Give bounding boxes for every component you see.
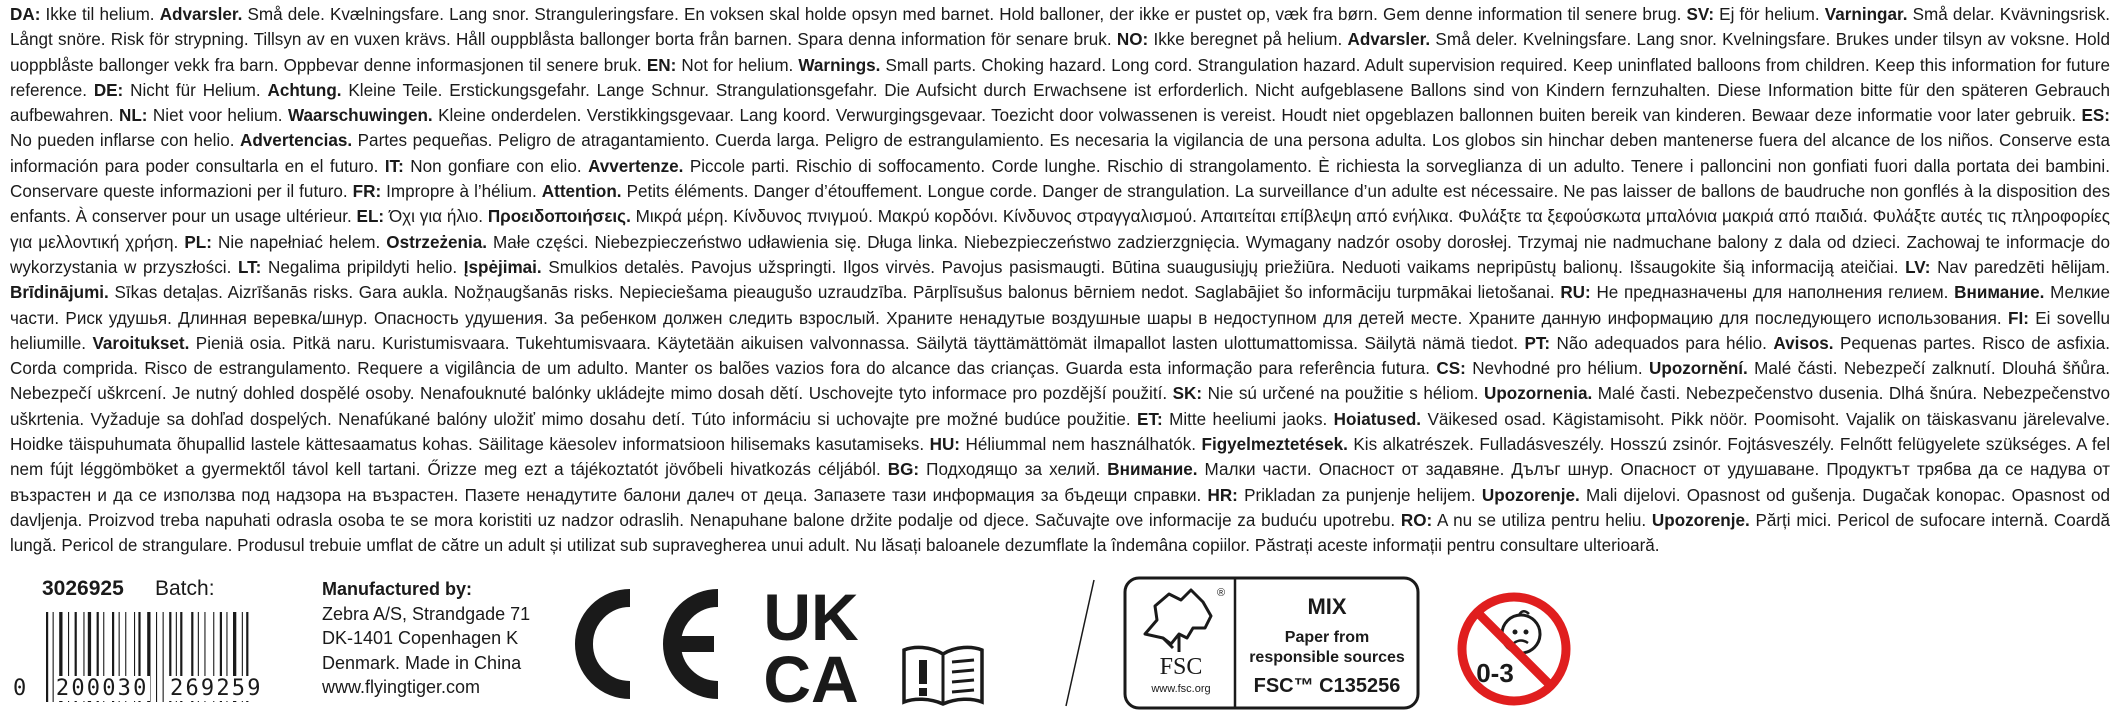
- manufacturer-block: [322, 577, 530, 700]
- warning-heading: Ostrzeżenia.: [386, 232, 487, 252]
- warning-text: Kis alkatrészek. Fulladásveszély. Hosszú zsinór. Fojtásveszély. Felnőtt felügyelete szükséges. A fel nem fújt léggömböket a gyermektől távol kell tartani. Őrizze meg ezt a tájékoztatót jövőbeli hivatkozás céljából.: [10, 435, 2110, 480]
- warning-heading: Avisos.: [1773, 333, 1834, 353]
- warning-text: Подходящо за хелий.: [919, 460, 1108, 480]
- warning-text: Ej för helium.: [1714, 5, 1825, 24]
- warning-heading: Varoitukset.: [92, 333, 190, 353]
- manufacturer-title: Manufactured by:: [322, 579, 473, 599]
- warning-heading: EL:: [356, 207, 385, 227]
- warning-text: Héliummal nem használhatók.: [960, 435, 1202, 455]
- svg-text:MIX: MIX: [1307, 594, 1347, 619]
- warning-text: Pequenas partes. Risco de asfixia. Corda comprida. Risco de estrangulamento. Requere a vigilância de um adulto. Manter os balões vazios fora do alcance das crianças. Guarda esta informação para referência futura.: [10, 333, 2110, 379]
- ean-right-group: 269259: [170, 676, 263, 701]
- warning-text: Sīkas detaļas. Aizrīšanās risks. Gara aukla. Nožņaugšanās risks. Nepieciešama pieaugušo uzraudzība. Pārplīsušus balonus bērniem nedot. Saglabājiet šo informāciju turpmākai lietošanai.: [108, 283, 1561, 303]
- svg-text:www.fsc.org: www.fsc.org: [1151, 683, 1211, 695]
- warning-heading: Brīdinājumi.: [10, 283, 109, 303]
- warning-heading: HU:: [929, 435, 960, 455]
- warning-heading: Varningar.: [1824, 5, 1908, 24]
- warning-text: Małe części. Niebezpieczeństwo udławienia się. Długa linka. Niebezpieczeństwo zadzierzgnięcia. Wymagany nadzór osoby dorosłej. Trzymaj nie nadmuchane balony z dala od dzieci. Zachowaj te informacje do wykorzystania w przyszłości.: [10, 232, 2110, 277]
- warning-heading: PL:: [184, 232, 212, 252]
- svg-text:FSC™ C135256: FSC™ C135256: [1253, 675, 1401, 697]
- warning-text: Ikke beregnet på helium.: [1148, 30, 1348, 50]
- fsc-label: [1123, 576, 1420, 710]
- warning-text: Malé časti. Nebezpečenstvo dusenia. Dlhá šnúra. Nebezpečenstvo uškrtenia. Vyžaduje sa dohľad dospelých. Nenafúkané balóny uložiť mimo dosahu detí. Túto informáciu si uchovajte pre možné budúce použitie.: [10, 384, 2110, 429]
- warning-heading: Advarsler.: [1347, 30, 1431, 50]
- warning-heading: Внимание.: [1107, 460, 1198, 480]
- warning-heading: ES:: [2081, 106, 2110, 126]
- warning-text: Мелкие части. Риск удушья. Длинная веревка/шнур. Опасность удушения. За ребенком должен следить взрослый. Храните ненадутые воздушные шары в недоступном для детей месте. Храните данную информацию для последующего использования.: [10, 283, 2110, 328]
- warning-heading: RO:: [1400, 510, 1433, 530]
- warning-text: Nav paredzēti hēlijam.: [1930, 257, 2110, 277]
- warning-heading: LT:: [237, 257, 262, 277]
- warning-text: Kleine Teile. Erstickungsgefahr. Lange Schnur. Strangulationsgefahr. Die Aufsicht durch Erwachsene ist erforderlich. Nicht aufgeblasene Ballons sind von Kindern fernzuhalten. Diese Information bitte für den späteren Gebrauch aufbewahren.: [10, 80, 2110, 126]
- manufacturer-line: Zebra A/S, Strandgade 71: [322, 603, 531, 624]
- warning-text: Small parts. Choking hazard. Long cord. Strangulation hazard. Adult supervision required. Keep uninflated balloons from children. Keep this information for future reference.: [10, 55, 2111, 100]
- svg-text:UK: UK: [763, 584, 859, 654]
- warning-heading: SK:: [1172, 384, 1203, 404]
- warning-heading: ET:: [1137, 409, 1163, 429]
- svg-text:CA: CA: [763, 642, 859, 706]
- warning-text: Prikladan za punjenje helijem.: [1237, 485, 1482, 505]
- warning-heading: EN:: [646, 55, 677, 75]
- article-number: 3026925: [42, 577, 124, 600]
- warning-text: Smulkios detalės. Pavojus užspringti. Ilgos virvės. Pavojus pasismaugti. Būtina suaugusiųjų priežiūra. Neduoti vaikams nepripūstų balionų. Išsaugokite šią informaciją ateičiai.: [541, 257, 1906, 277]
- not-for-under-3-icon: [1455, 590, 1573, 708]
- warning-text: Părți mici. Pericol de sufocare internă. Coardă lungă. Pericol de strangulare. Produsul trebuie umflat de către un adult și utilizat sub supravegherea unui adult. Nu lăsați baloanele dezumflate la îndemâna copiilor. Păstrați aceste informații pentru consultare ulterioară.: [10, 510, 2110, 556]
- warning-text: Ei sovellu heliumille.: [10, 308, 2110, 353]
- manufacturer-line: Denmark. Made in China: [322, 652, 522, 673]
- warning-heading: FI:: [2008, 308, 2029, 328]
- warning-text: Kleine onderdelen. Verstikkingsgevaar. Lang koord. Verwurgingsgevaar. Toezicht door volwassenen is vereist. Houdt niet opgeblazen ballonnen buiten bereik van kinderen. Bewaar deze informatie voor later gebruik.: [432, 106, 2082, 126]
- warning-text: Nevhodné pro hélium.: [1465, 359, 1650, 379]
- warning-heading: Warnings.: [798, 55, 881, 75]
- warning-heading: Advertencias.: [240, 131, 353, 151]
- manufacturer-website: www.flyingtiger.com: [322, 677, 481, 697]
- warning-heading: Προειδοποιήσεις.: [487, 207, 631, 227]
- warning-heading: Attention.: [541, 182, 622, 202]
- read-manual-icon: [900, 644, 986, 706]
- warning-heading: DA:: [10, 5, 41, 24]
- warning-text: Not for helium.: [676, 55, 799, 75]
- warning-text: Nie sú určené na použitie s héliom.: [1202, 384, 1484, 404]
- warning-text: Väikesed osad. Kägistamisoht. Pikk nöör. Poomisoht. Vajalik on täiskasvanu järelevalve. Hoidke täispuhumata õhupallid lastele kättesaamatus kohas. Säilitage käesolev informatsioon hilisemaks kasutamiseks.: [10, 409, 2111, 455]
- warning-heading: SV:: [1686, 5, 1715, 24]
- warning-text: Mitte heeliumi jaoks.: [1162, 409, 1334, 429]
- warning-text: Малки части. Опасност от задавяне. Дълъг шнур. Опасност от удушаване. Продуктът трябва да се надува от възрастен и да се използва под надзора на възрастен. Пазете ненадутите балони далеч от деца. Запазете тази информация за бъдещи справки.: [10, 460, 2110, 505]
- warning-heading: Upozorenje.: [1651, 510, 1750, 530]
- ean-left-group: 200030: [55, 676, 149, 701]
- warning-text: No pueden inflarse con helio.: [10, 131, 241, 151]
- warning-heading: RU:: [1560, 283, 1591, 303]
- warning-text: Não adequados para hélio.: [1550, 333, 1774, 353]
- warning-heading: Achtung.: [267, 80, 342, 100]
- ukca-mark-icon: [750, 584, 872, 706]
- warning-heading: NO:: [1116, 30, 1149, 50]
- warning-text: Niet voor helium.: [147, 106, 288, 126]
- warning-heading: CS:: [1436, 359, 1466, 379]
- warning-text: Mali dijelovi. Opasnost od gušenja. Dugačak konopac. Opasnost od davljenja. Proizvod treba napuhati odrasla osoba te se mora koristiti uz nadzor odraslih. Nenapuhane balone držite podalje od djece. Sačuvajte ove informacije za buduću upotrebu.: [10, 485, 2111, 530]
- svg-text:0-3: 0-3: [1476, 658, 1514, 688]
- warning-heading: IT:: [384, 156, 404, 176]
- warning-heading: Avvertenze.: [588, 156, 684, 176]
- warning-heading: Įspėjimai.: [463, 257, 542, 277]
- ean-number: [12, 676, 312, 701]
- warning-heading: Advarsler.: [159, 5, 243, 24]
- manufacturer-line: DK-1401 Copenhagen K: [322, 628, 519, 648]
- warning-heading: Внимание.: [1954, 283, 2045, 303]
- warning-text: Не предназначены для наполнения гелием.: [1590, 283, 1955, 303]
- warning-text: Små dele. Kvælningsfare. Lang snor. Stranguleringsfare. En voksen skal holde opsyn med barnet. Hold balloner, der ikke er pustet op, væk fra børn. Gem denne information til senere brug.: [242, 5, 1687, 24]
- svg-text:responsible sources: responsible sources: [1249, 649, 1405, 666]
- warning-heading: HR:: [1207, 485, 1238, 505]
- warning-text: Όχι για ήλιο.: [384, 207, 488, 227]
- warning-text: Piccole parti. Rischio di soffocamento. Corde lunghe. Rischio di strangolamento. È richiesta la sorveglianza di un adulto. Tenere i palloncini non gonfiati fuori dalla portata dei bambini. Conservare queste informazioni per il futuro.: [10, 156, 2110, 202]
- warning-heading: Upozornění.: [1649, 359, 1748, 379]
- warning-text: A nu se utiliza pentru heliu.: [1432, 510, 1652, 530]
- warning-text: Impropre à l’hélium.: [381, 182, 542, 202]
- warning-heading: Upozornenia.: [1484, 384, 1593, 404]
- warning-text: Ikke til helium.: [40, 5, 160, 24]
- warning-heading: LV:: [1905, 257, 1931, 277]
- warning-text: Små delar. Kvävningsrisk. Långt snöre. Risk för strypning. Tillsyn av en vuxen krävs. Håll ouppblåsta ballonger borta från barnen. Spara denna information för senare bruk.: [10, 5, 2110, 50]
- warning-heading: Waarschuwingen.: [287, 106, 433, 126]
- warning-text: Non gonfiare con elio.: [403, 156, 589, 176]
- svg-text:FSC: FSC: [1159, 654, 1203, 680]
- warning-heading: FR:: [352, 182, 382, 202]
- warning-heading: PT:: [1524, 333, 1551, 353]
- warning-text: Nicht für Helium.: [123, 80, 268, 100]
- warning-text: Partes pequeñas. Peligro de atragantamiento. Cuerda larga. Peligro de estrangulamiento. Es necesaria la vigilancia de una persona adulta. Los globos sin hinchar deben mantenerse fuera del alcance de los niños. Conserve esta información para poder consultarla en el futuro.: [10, 131, 2110, 176]
- warning-heading: BG:: [887, 460, 920, 480]
- warning-heading: NL:: [119, 106, 148, 126]
- warning-heading: Hoiatused.: [1333, 409, 1422, 429]
- warning-text: Malé části. Nebezpečí zalknutí. Dlouhá šňůra. Nebezpečí uškrcení. Je nutný dohled dospělé osoby. Nenafouknuté balónky ukládejte mimo dosah dětí. Uschovejte tyto informace pro pozdější použití.: [10, 359, 2110, 404]
- fsc-tree-icon: [1145, 590, 1211, 652]
- ean-first-digit: 0: [13, 676, 29, 701]
- svg-text:Paper from: Paper from: [1284, 629, 1370, 646]
- ce-mark-icon: [560, 584, 730, 704]
- batch-label: Batch:: [155, 577, 215, 600]
- warning-heading: Upozorenje.: [1481, 485, 1580, 505]
- warning-heading: Figyelmeztetések.: [1201, 435, 1348, 455]
- warning-text: Nie napełniać helem.: [211, 232, 387, 252]
- warning-text: Negalima pripildyti helio.: [261, 257, 464, 277]
- divider-line: [1060, 578, 1100, 708]
- warning-text: Μικρά μέρη. Κίνδυνος πνιγμού. Μακρύ κορδόνι. Κίνδυνος στραγγαλισμού. Απαιτείται επίβλεψη από ενήλικα. Φυλάξτε τα ξεφούσκωτα μπαλόνια μακριά από παιδιά. Φυλάξτε αυτές τις πληροφορίες για μελλοντική χρήση.: [10, 207, 2110, 252]
- warning-text: Små deler. Kvelningsfare. Lang snor. Kvelningsfare. Brukes under tilsyn av voksne. Hold uoppblåste ballonger vekk fra barn. Oppbevar denne informasjonen til senere bruk.: [10, 30, 2110, 75]
- warning-text: Pieniä osia. Pitkä naru. Kuristumisvaara. Tukehtumisvaara. Käytetään aikuisen valvonnassa. Säilytä täyttämättömät ilmapallot lasten ulottumattomissa. Säilytä nämä tiedot.: [189, 333, 1525, 353]
- warning-heading: DE:: [93, 80, 124, 100]
- warning-text: Petits éléments. Danger d’étouffement. Longue corde. Danger de strangulation. La surveillance d’un adulte est nécessaire. Ne pas laisser de ballons de baudruche non gonflés à la disposition des enfants. À conserver pour un usage ultérieur.: [10, 182, 2110, 227]
- svg-text:®: ®: [1217, 587, 1226, 599]
- multilingual-warning-text: [10, 2, 2110, 559]
